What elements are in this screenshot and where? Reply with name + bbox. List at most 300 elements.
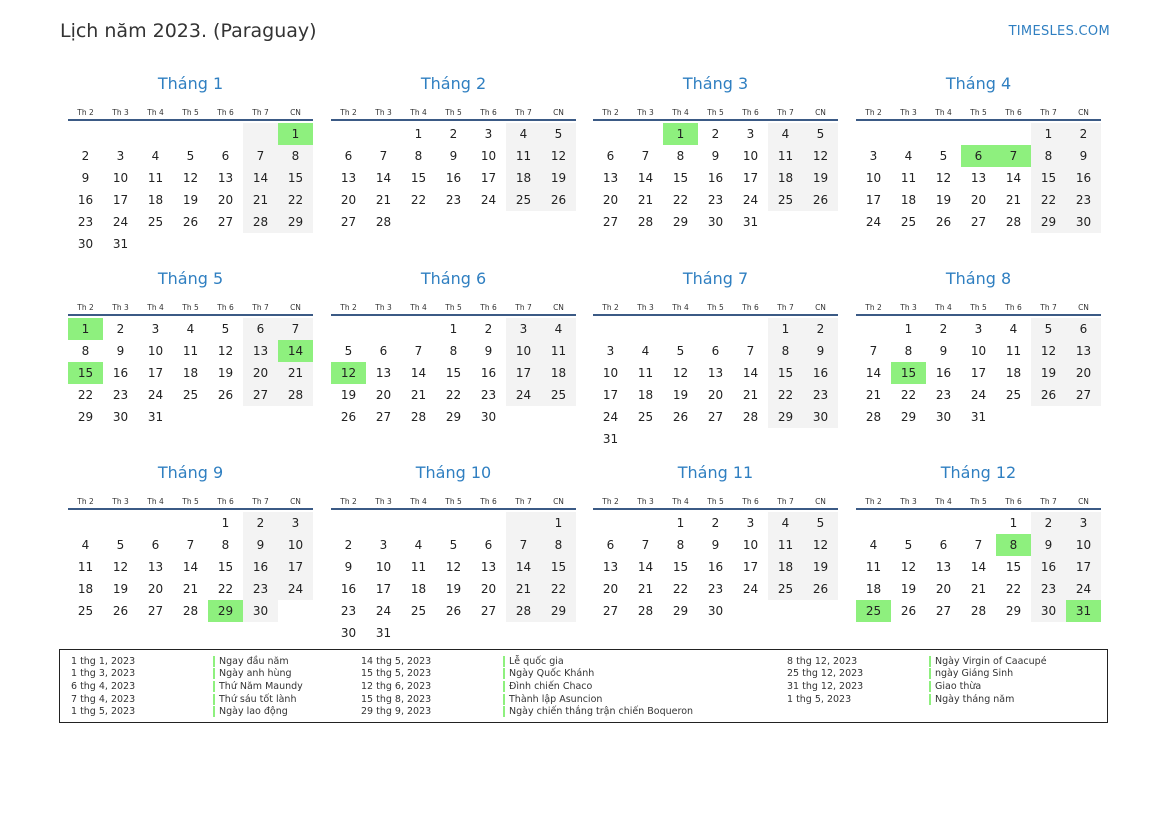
holiday-day: 1 (663, 123, 698, 145)
weekday-label: Th 5 (445, 303, 462, 312)
day-cell: 4 (1009, 322, 1018, 336)
day-cell: 19 (672, 388, 689, 402)
empty-cell (856, 512, 891, 534)
month-title: Tháng 5 (157, 269, 224, 288)
weekday-label: Th 3 (637, 108, 654, 117)
month-title: Tháng 7 (682, 269, 749, 288)
weekday-label: CN (553, 497, 564, 506)
day-cell: 28 (1005, 215, 1022, 229)
weekday-label: CN (815, 108, 826, 117)
holiday-name: Lễ quốc gia (509, 655, 564, 667)
day-cell: 17 (1066, 556, 1101, 578)
day-cell: 30 (77, 237, 94, 251)
day-cell: 7 (186, 538, 195, 552)
day-cell: 9 (1031, 534, 1066, 556)
weekday-label: Th 6 (217, 108, 234, 117)
day-cell: 23 (112, 388, 129, 402)
day-cell: 6 (484, 538, 493, 552)
day-cell: 4 (151, 149, 160, 163)
empty-cell (208, 123, 243, 145)
empty-cell (926, 123, 961, 145)
holiday-marker (213, 668, 215, 679)
holiday-date: 25 thg 12, 2023 (787, 668, 864, 680)
legend-column (361, 655, 693, 718)
holiday-date: 14 thg 5, 2023 (361, 655, 432, 667)
weekday-label: CN (1078, 497, 1089, 506)
day-cell: 19 (935, 193, 952, 207)
holiday-name: Ngày Virgin of Caacupé (935, 655, 1047, 667)
holiday-day: 31 (1066, 600, 1101, 622)
weekday-label: Th 5 (182, 497, 199, 506)
day-cell: 25 (1005, 388, 1022, 402)
day-cell: 20 (970, 193, 987, 207)
day-cell: 6 (221, 149, 230, 163)
month-block (331, 73, 576, 233)
weekday-label: Th 3 (900, 497, 917, 506)
day-cell: 15 (445, 366, 462, 380)
day-cell: 4 (186, 322, 195, 336)
empty-cell (331, 123, 366, 145)
day-cell: 1 (1009, 516, 1018, 530)
day-cell: 10 (375, 560, 392, 574)
day-cell: 23 (1066, 189, 1101, 211)
day-cell: 3 (506, 318, 541, 340)
day-cell: 6 (1066, 318, 1101, 340)
day-cell: 13 (217, 171, 234, 185)
month-title: Tháng 4 (945, 74, 1012, 93)
weekday-label: Th 7 (252, 108, 269, 117)
holiday-marker (213, 656, 215, 667)
day-cell: 12 (935, 171, 952, 185)
weekday-label: Th 2 (865, 108, 882, 117)
day-cell: 24 (147, 388, 164, 402)
day-cell: 21 (742, 388, 759, 402)
day-cell: 14 (182, 560, 199, 574)
month-block (856, 462, 1101, 622)
holiday-name: Ngày tháng năm (935, 693, 1015, 705)
day-cell: 8 (904, 344, 913, 358)
day-cell: 18 (1005, 366, 1022, 380)
day-cell: 7 (974, 538, 983, 552)
day-cell: 4 (641, 344, 650, 358)
day-cell: 3 (151, 322, 160, 336)
empty-cell (628, 318, 663, 340)
day-cell: 5 (541, 123, 576, 145)
day-cell: 5 (939, 149, 948, 163)
month-block (593, 73, 838, 233)
day-cell: 17 (970, 366, 987, 380)
weekday-label: Th 7 (777, 303, 794, 312)
day-cell: 9 (116, 344, 125, 358)
day-cell: 10 (278, 534, 313, 556)
day-cell: 17 (375, 582, 392, 596)
weekday-label: CN (815, 303, 826, 312)
page-title: Lịch năm 2023. (Paraguay) (60, 20, 317, 42)
day-cell: 6 (243, 318, 278, 340)
day-cell: 23 (243, 578, 278, 600)
empty-cell (628, 512, 663, 534)
holiday-date: 1 thg 1, 2023 (71, 655, 136, 667)
weekday-label: Th 2 (77, 108, 94, 117)
day-cell: 19 (541, 167, 576, 189)
day-cell: 26 (803, 578, 838, 600)
holiday-marker (503, 668, 505, 679)
weekday-label: Th 5 (970, 497, 987, 506)
day-cell: 24 (112, 215, 129, 229)
weekday-header (856, 97, 1101, 121)
day-cell: 2 (344, 538, 353, 552)
legend-row (361, 693, 693, 706)
weekday-label: Th 5 (970, 108, 987, 117)
day-cell: 21 (375, 193, 392, 207)
empty-cell (331, 512, 366, 534)
day-cell: 20 (147, 582, 164, 596)
weekday-label: Th 4 (147, 303, 164, 312)
day-cell: 11 (637, 366, 654, 380)
holiday-date: 15 thg 8, 2023 (361, 693, 432, 705)
day-cell: 20 (340, 193, 357, 207)
weekday-label: Th 5 (182, 108, 199, 117)
day-cell: 19 (803, 167, 838, 189)
month-block (68, 73, 313, 255)
holiday-name: Thứ sáu tốt lành (219, 693, 297, 705)
days-grid (68, 123, 313, 255)
day-cell: 28 (182, 604, 199, 618)
day-cell: 30 (1066, 211, 1101, 233)
day-cell: 8 (221, 538, 230, 552)
days-grid (68, 512, 313, 622)
weekday-label: Th 2 (865, 497, 882, 506)
weekday-header (68, 292, 313, 316)
day-cell: 20 (217, 193, 234, 207)
weekday-label: Th 2 (77, 303, 94, 312)
day-cell: 5 (186, 149, 195, 163)
empty-cell (436, 512, 471, 534)
day-cell: 2 (711, 127, 720, 141)
days-grid (856, 318, 1101, 428)
day-cell: 11 (768, 534, 803, 556)
day-cell: 4 (541, 318, 576, 340)
weekday-label: Th 7 (252, 497, 269, 506)
holiday-date: 1 thg 5, 2023 (71, 706, 136, 718)
day-cell: 10 (742, 538, 759, 552)
day-cell: 11 (506, 145, 541, 167)
weekday-label: Th 5 (707, 108, 724, 117)
holiday-marker (503, 694, 505, 705)
day-cell: 30 (340, 626, 357, 640)
month-title: Tháng 6 (420, 269, 487, 288)
day-cell: 11 (1005, 344, 1022, 358)
day-cell: 30 (480, 410, 497, 424)
day-cell: 15 (410, 171, 427, 185)
empty-cell (471, 512, 506, 534)
day-cell: 27 (480, 604, 497, 618)
day-cell: 3 (746, 127, 755, 141)
day-cell: 18 (182, 366, 199, 380)
day-cell: 7 (746, 344, 755, 358)
empty-cell (68, 123, 103, 145)
day-cell: 28 (637, 215, 654, 229)
day-cell: 6 (606, 149, 615, 163)
day-cell: 20 (935, 582, 952, 596)
day-cell: 25 (506, 189, 541, 211)
weekday-label: Th 6 (742, 108, 759, 117)
site-link[interactable]: TIMESLES.COM (1008, 24, 1110, 39)
day-cell: 19 (112, 582, 129, 596)
day-cell: 16 (340, 582, 357, 596)
days-grid (331, 318, 576, 428)
day-cell: 25 (768, 189, 803, 211)
day-cell: 13 (1066, 340, 1101, 362)
day-cell: 23 (445, 193, 462, 207)
day-cell: 20 (707, 388, 724, 402)
day-cell: 16 (935, 366, 952, 380)
day-cell: 27 (970, 215, 987, 229)
day-cell: 27 (1066, 384, 1101, 406)
weekday-label: Th 6 (1005, 303, 1022, 312)
day-cell: 28 (865, 410, 882, 424)
day-cell: 4 (869, 538, 878, 552)
legend-row (71, 655, 303, 668)
day-cell: 12 (445, 560, 462, 574)
days-grid (593, 512, 838, 622)
day-cell: 2 (1066, 123, 1101, 145)
empty-cell (103, 512, 138, 534)
weekday-label: Th 3 (112, 497, 129, 506)
weekday-label: CN (290, 497, 301, 506)
empty-cell (856, 123, 891, 145)
weekday-header (593, 97, 838, 121)
day-cell: 31 (602, 432, 619, 446)
day-cell: 22 (768, 384, 803, 406)
day-cell: 2 (116, 322, 125, 336)
day-cell: 2 (81, 149, 90, 163)
day-cell: 9 (344, 560, 353, 574)
day-cell: 22 (541, 578, 576, 600)
day-cell: 14 (970, 560, 987, 574)
empty-cell (138, 123, 173, 145)
legend-row (71, 668, 303, 681)
days-grid (593, 318, 838, 450)
day-cell: 16 (243, 556, 278, 578)
day-cell: 19 (803, 556, 838, 578)
day-cell: 13 (480, 560, 497, 574)
holiday-date: 8 thg 12, 2023 (787, 655, 858, 667)
legend-column (787, 655, 1047, 705)
days-grid (593, 123, 838, 233)
day-cell: 10 (970, 344, 987, 358)
holiday-name: Thành lập Asuncion (509, 693, 603, 705)
day-cell: 14 (1005, 171, 1022, 185)
day-cell: 27 (602, 604, 619, 618)
day-cell: 2 (243, 512, 278, 534)
empty-cell (173, 123, 208, 145)
day-cell: 19 (445, 582, 462, 596)
day-cell: 8 (676, 538, 685, 552)
day-cell: 7 (379, 149, 388, 163)
day-cell: 9 (711, 538, 720, 552)
holiday-marker (503, 681, 505, 692)
day-cell: 9 (711, 149, 720, 163)
day-cell: 26 (541, 189, 576, 211)
empty-cell (663, 318, 698, 340)
holiday-name: Giao thừa (935, 680, 982, 692)
holiday-day: 1 (68, 318, 103, 340)
empty-cell (996, 123, 1031, 145)
day-cell: 8 (1031, 145, 1066, 167)
day-cell: 10 (865, 171, 882, 185)
day-cell: 9 (803, 340, 838, 362)
day-cell: 1 (676, 516, 685, 530)
day-cell: 2 (1031, 512, 1066, 534)
holiday-date: 29 thg 9, 2023 (361, 706, 432, 718)
holiday-legend (59, 649, 1108, 723)
legend-row (71, 705, 303, 718)
day-cell: 11 (77, 560, 94, 574)
weekday-label: Th 7 (515, 108, 532, 117)
empty-cell (593, 123, 628, 145)
day-cell: 23 (340, 604, 357, 618)
day-cell: 10 (480, 149, 497, 163)
empty-cell (593, 512, 628, 534)
day-cell: 25 (77, 604, 94, 618)
holiday-name: Ngày lao động (219, 706, 288, 718)
empty-cell (926, 512, 961, 534)
day-cell: 17 (112, 193, 129, 207)
day-cell: 18 (768, 556, 803, 578)
day-cell: 20 (602, 193, 619, 207)
day-cell: 3 (116, 149, 125, 163)
day-cell: 15 (541, 556, 576, 578)
days-grid (331, 123, 576, 233)
weekday-label: Th 5 (707, 303, 724, 312)
holiday-day: 14 (278, 340, 313, 362)
day-cell: 12 (1031, 340, 1066, 362)
day-cell: 29 (672, 215, 689, 229)
holiday-marker (213, 681, 215, 692)
empty-cell (961, 512, 996, 534)
holiday-date: 12 thg 6, 2023 (361, 680, 432, 692)
day-cell: 13 (243, 340, 278, 362)
day-cell: 8 (676, 149, 685, 163)
day-cell: 13 (707, 366, 724, 380)
weekday-label: Th 2 (602, 497, 619, 506)
day-cell: 30 (803, 406, 838, 428)
day-cell: 18 (637, 388, 654, 402)
day-cell: 25 (410, 604, 427, 618)
day-cell: 7 (506, 534, 541, 556)
day-cell: 9 (1066, 145, 1101, 167)
weekday-label: CN (553, 108, 564, 117)
day-cell: 21 (865, 388, 882, 402)
day-cell: 11 (768, 145, 803, 167)
weekday-label: CN (815, 497, 826, 506)
day-cell: 22 (1005, 582, 1022, 596)
day-cell: 22 (278, 189, 313, 211)
day-cell: 13 (340, 171, 357, 185)
day-cell: 4 (768, 512, 803, 534)
day-cell: 21 (637, 193, 654, 207)
day-cell: 16 (480, 366, 497, 380)
weekday-label: Th 3 (375, 497, 392, 506)
empty-cell (733, 318, 768, 340)
day-cell: 8 (81, 344, 90, 358)
day-cell: 29 (1031, 211, 1066, 233)
weekday-label: Th 5 (182, 303, 199, 312)
day-cell: 14 (742, 366, 759, 380)
weekday-label: Th 2 (602, 108, 619, 117)
day-cell: 30 (707, 215, 724, 229)
day-cell: 22 (1031, 189, 1066, 211)
weekday-label: Th 5 (707, 497, 724, 506)
empty-cell (103, 123, 138, 145)
day-cell: 1 (414, 127, 423, 141)
day-cell: 1 (904, 322, 913, 336)
holiday-name: Thứ Năm Maundy (219, 680, 303, 692)
day-cell: 29 (77, 410, 94, 424)
month-title: Tháng 11 (677, 463, 754, 482)
day-cell: 22 (672, 193, 689, 207)
day-cell: 3 (1066, 512, 1101, 534)
day-cell: 21 (182, 582, 199, 596)
day-cell: 8 (278, 145, 313, 167)
weekday-header (593, 486, 838, 510)
weekday-label: Th 3 (900, 108, 917, 117)
weekday-label: Th 2 (340, 108, 357, 117)
day-cell: 7 (243, 145, 278, 167)
weekday-label: Th 6 (217, 497, 234, 506)
day-cell: 26 (445, 604, 462, 618)
day-cell: 15 (1031, 167, 1066, 189)
days-grid (856, 123, 1101, 233)
month-title: Tháng 10 (415, 463, 492, 482)
holiday-day: 12 (331, 362, 366, 384)
weekday-label: Th 6 (480, 497, 497, 506)
weekday-label: Th 4 (935, 303, 952, 312)
day-cell: 2 (484, 322, 493, 336)
month-title: Tháng 2 (420, 74, 487, 93)
day-cell: 8 (541, 534, 576, 556)
day-cell: 27 (217, 215, 234, 229)
holiday-date: 7 thg 4, 2023 (71, 693, 136, 705)
weekday-label: Th 6 (480, 303, 497, 312)
day-cell: 1 (541, 512, 576, 534)
day-cell: 24 (602, 410, 619, 424)
day-cell: 23 (935, 388, 952, 402)
empty-cell (628, 123, 663, 145)
weekday-label: Th 2 (865, 303, 882, 312)
weekday-label: Th 2 (602, 303, 619, 312)
day-cell: 28 (375, 215, 392, 229)
day-cell: 16 (707, 560, 724, 574)
day-cell: 29 (278, 211, 313, 233)
day-cell: 30 (935, 410, 952, 424)
day-cell: 18 (865, 582, 882, 596)
month-block (331, 462, 576, 644)
weekday-label: CN (1078, 108, 1089, 117)
day-cell: 5 (904, 538, 913, 552)
day-cell: 21 (278, 362, 313, 384)
day-cell: 1 (449, 322, 458, 336)
day-cell: 27 (707, 410, 724, 424)
weekday-header (331, 97, 576, 121)
weekday-label: Th 4 (410, 108, 427, 117)
day-cell: 12 (672, 366, 689, 380)
day-cell: 14 (637, 171, 654, 185)
day-cell: 10 (506, 340, 541, 362)
day-cell: 22 (900, 388, 917, 402)
day-cell: 28 (970, 604, 987, 618)
